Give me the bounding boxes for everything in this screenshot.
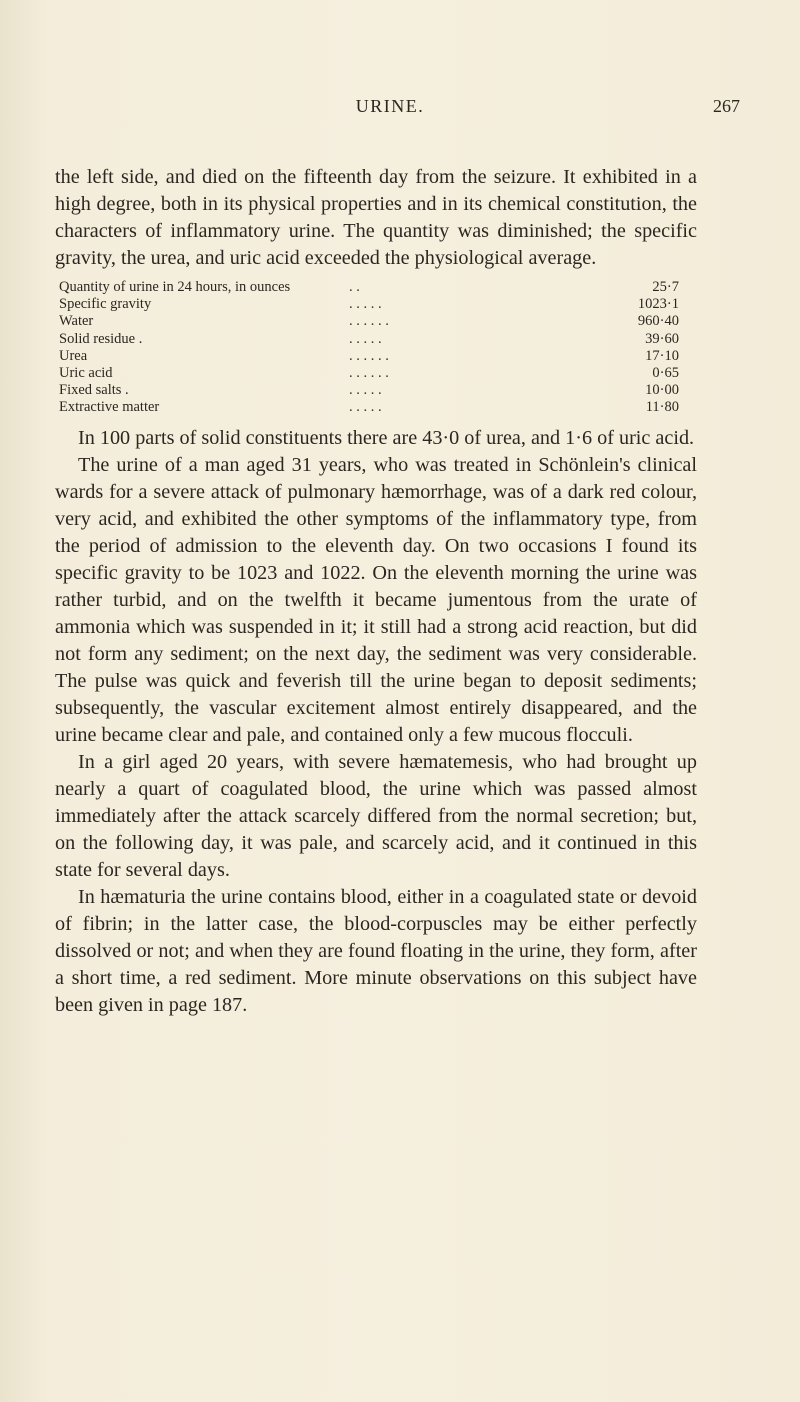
row-value: 1023·1 xyxy=(637,296,679,313)
row-leader: . . xyxy=(349,279,360,295)
table-row xyxy=(59,296,687,313)
row-value: 39·60 xyxy=(645,330,679,347)
urine-analysis-table xyxy=(59,279,687,417)
paragraph: In a girl aged 20 years, with severe hæmatemesis, who had brought up nearly a quart of coagulated blood, the urine which was passed almost immediately after the attack scarcely differed from the normal secretion; but, on the following day, it was pale, and scarcely acid, and it continued in this state for several days. xyxy=(55,750,697,881)
paragraph: The urine of a man aged 31 years, who was treated in Schönlein's clinical wards for a severe attack of pulmonary hæmorrhage, was of a dark red colour, very acid, and exhibited the other symptoms of the inflammatory type, from the period of admission to the eleventh day. On two occasions I found its specific gravity to be 1023 and 1022. On the eleventh morning the urine was rather turbid, and on the twelfth it became jumentous from the urate of ammonia which was suspended in it; it still had a strong acid reaction, but did not form any sediment; on the next day, the sediment was very considerable. The pulse was quick and feverish till the urine began to deposit sediments; subsequently, the vascular excitement almost entirely disappeared, and the urine became clear and pale, and contained only a few mucous flocculi. xyxy=(55,453,697,746)
row-leader: . . . . . . xyxy=(349,365,389,382)
page-number: 267 xyxy=(713,96,740,116)
row-label: Fixed salts . xyxy=(59,382,129,399)
row-label: Solid residue . xyxy=(59,330,143,347)
table-row xyxy=(59,365,687,382)
row-value: 25·7 xyxy=(652,279,679,295)
running-title: URINE. xyxy=(355,96,425,116)
row-value: 17·10 xyxy=(645,347,679,364)
row-leader: . . . . . . xyxy=(349,347,389,364)
table-row xyxy=(59,279,687,296)
row-value: 11·80 xyxy=(645,399,679,416)
row-value: 960·40 xyxy=(637,313,679,330)
table-row xyxy=(59,313,687,330)
row-label: Urea xyxy=(59,347,88,364)
table-row xyxy=(59,382,687,399)
row-label: Specific gravity xyxy=(59,296,152,313)
table-row xyxy=(59,399,687,416)
row-label: Uric acid xyxy=(59,365,113,382)
table-row xyxy=(59,331,687,348)
row-leader: . . . . . . xyxy=(349,313,389,330)
row-leader: . . . . . xyxy=(349,399,382,416)
row-leader: . . . . . xyxy=(349,382,382,399)
row-value: 0·65 xyxy=(652,365,679,382)
row-value: 10·00 xyxy=(645,382,679,399)
row-label: Quantity of urine in 24 hours, in ounces xyxy=(59,279,291,295)
row-leader: . . . . . xyxy=(349,296,382,313)
row-label: Water xyxy=(59,313,94,330)
paragraph: the left side, and died on the fifteenth day from the seizure. It exhibited in a high degree, both in its physical properties and in its chemical constitution, the characters of inflammatory urine. The quantity was diminished; the specific gravity, the urea, and uric acid exceeded the physiological average. xyxy=(55,166,697,269)
paragraph: In hæmaturia the urine contains blood, either in a coagulated state or devoid of fibrin; in the latter case, the blood-corpuscles may be either perfectly dissolved or not; and when they are found floating in the urine, they form, after a short time, a red sediment. More minute observations on this subject have been given in page 187. xyxy=(55,885,697,1016)
body-text xyxy=(55,164,697,1019)
paragraph: In 100 parts of solid constituents there are 43·0 of urea, and 1·6 of uric acid. xyxy=(78,426,695,449)
row-label: Extractive matter xyxy=(59,399,160,416)
row-leader: . . . . . xyxy=(349,330,382,347)
page-header xyxy=(40,96,740,126)
table-row xyxy=(59,348,687,365)
